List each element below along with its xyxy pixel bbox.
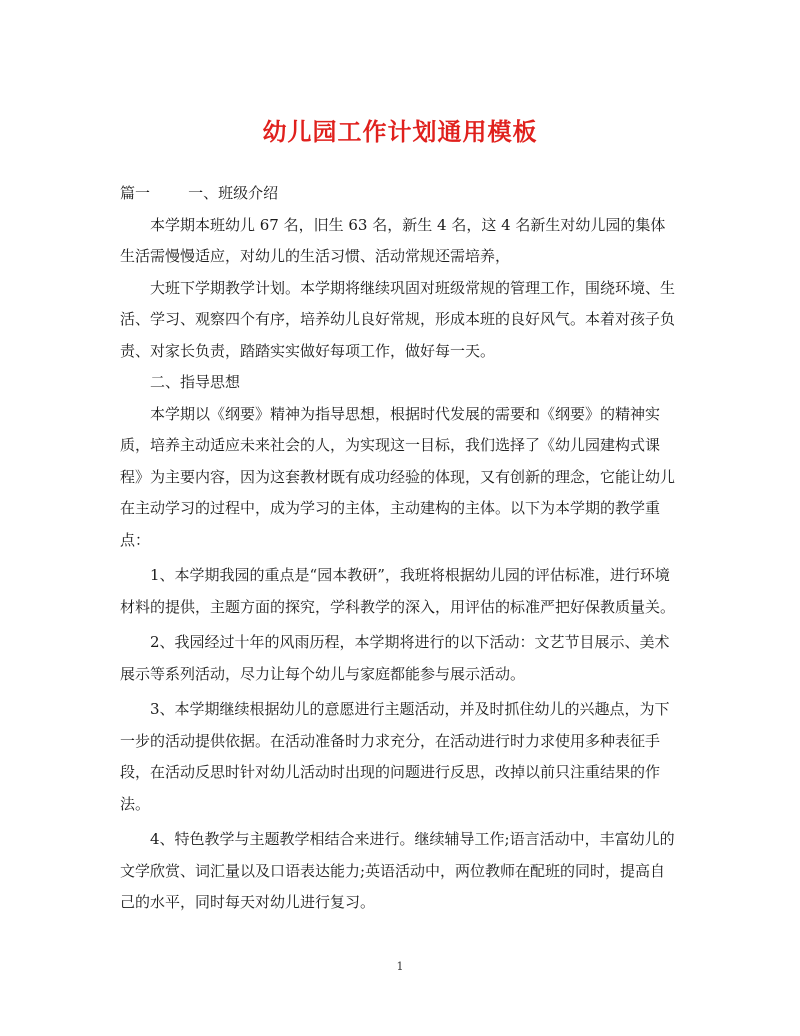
paragraph-point-3: 3、本学期继续根据幼儿的意愿进行主题活动，并及时抓住幼儿的兴趣点，为下一步的活动提供依据。在活动准备时力求充分，在活动进行时力求使用多种表征手段，在活动反思时针对幼儿活动时出现的问题进行反思，改掉以前只注重结果的作法。 (120, 700, 670, 813)
paragraph-guiding-ideology: 本学期以《纲要》精神为指导思想，根据时代发展的需要和《纲要》的精神实质，培养主动适应未来社会的人，为实现这一目标，我们选择了《幼儿园建构式课程》为主要内容，因为这套教材既有成功经验的体现，又有创新的理念，它能让幼儿在主动学习的过程中，成为学习的主体，主动建构的主体。以下为本学期的教学重点： (120, 404, 676, 549)
section-part-label: 篇一 (120, 184, 151, 202)
document-body (120, 178, 680, 919)
paragraph-class-intro: 本学期本班幼儿 67 名，旧生 63 名，新生 4 名，这 4 名新生对幼儿园的集体生活需慢慢适应，对幼儿的生活习惯、活动常规还需培养， (120, 215, 666, 265)
section-line (120, 178, 680, 210)
document-title: 幼儿园工作计划通用模板 (262, 117, 538, 146)
heading-guiding-ideology: 二、指导思想 (150, 373, 241, 391)
paragraph-point-4: 4、特色教学与主题教学相结合来进行。继续辅导工作;语言活动中，丰富幼儿的文学欣赏、词汇量以及口语表达能力;英语活动中，两位教师在配班的同时，提高自己的水平，同时每天对幼儿进行复习。 (120, 830, 675, 911)
section-heading: 一、班级介绍 (188, 184, 279, 202)
paragraph-semester-plan: 大班下学期教学计划。本学期将继续巩固对班级常规的管理工作，围绕环境、生活、学习、观察四个有序，培养幼儿良好常规，形成本班的良好风气。本着对孩子负责、对家长负责，踏踏实实做好每项工作，做好每一天。 (120, 278, 676, 360)
paragraph-point-1: 1、本学期我园的重点是“园本教研”，我班将根据幼儿园的评估标准，进行环境材料的提供，主题方面的探究，学科教学的深入，用评估的标准严把好保教质量关。 (120, 566, 676, 616)
paragraph-point-2: 2、我园经过十年的风雨历程，本学期将进行的以下活动：文艺节目展示、美术展示等系列活动，尽力让每个幼儿与家庭都能参与展示活动。 (120, 633, 670, 683)
page-number: 1 (396, 960, 404, 973)
